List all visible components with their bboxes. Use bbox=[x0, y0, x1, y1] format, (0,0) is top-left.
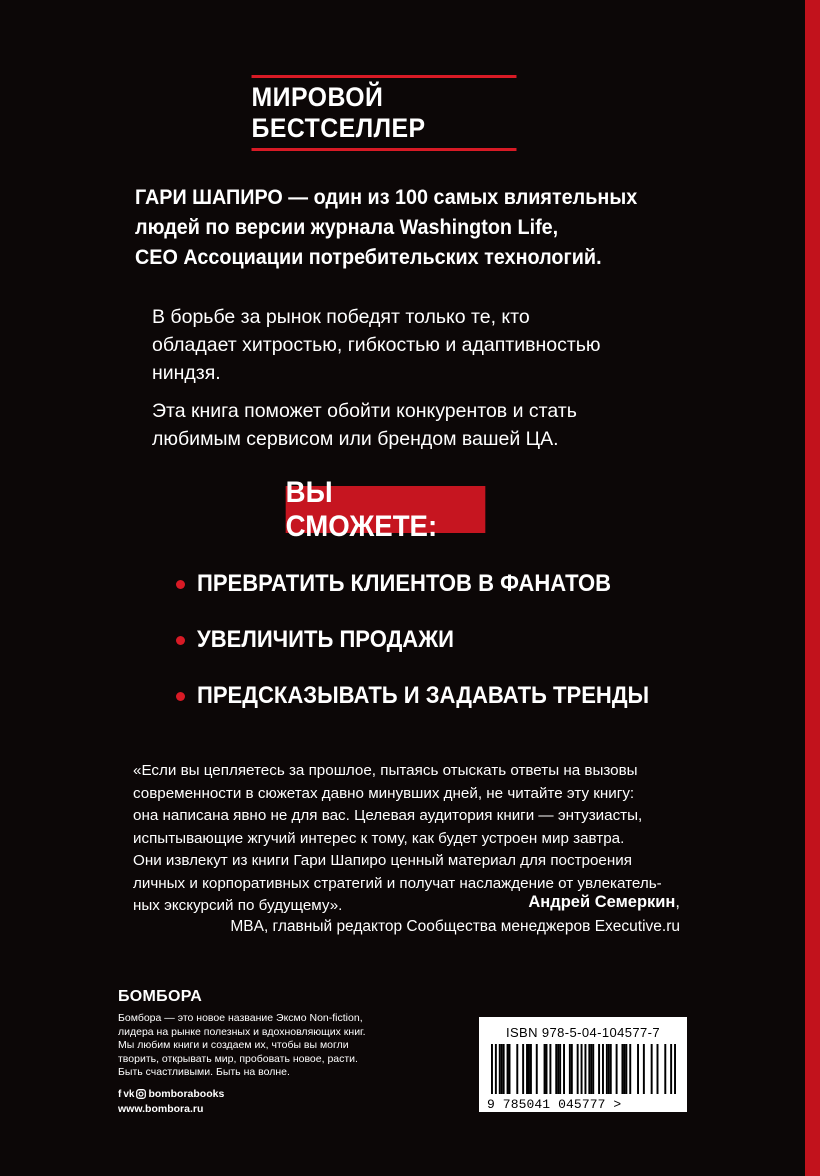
facebook-icon: f bbox=[118, 1088, 122, 1100]
intro-paragraph bbox=[152, 397, 712, 453]
barcode-bar bbox=[651, 1044, 653, 1094]
barcode-bar bbox=[602, 1044, 604, 1094]
publisher-description-line: Мы любим книги и создаем их, чтобы вы могли bbox=[118, 1039, 349, 1051]
author-bio-line: ГАРИ ШАПИРО — один из 100 самых влиятельных bbox=[135, 185, 638, 209]
benefit-item bbox=[176, 668, 736, 724]
isbn-barcode bbox=[479, 1017, 687, 1112]
benefit-item bbox=[176, 556, 736, 612]
quote-author-role: MBA, главный редактор Сообщества менеджеров Executive.ru bbox=[230, 918, 680, 935]
bullet-icon bbox=[176, 580, 185, 589]
quote-line: она написана явно не для вас. Целевая аудитория книги — энтузиасты, bbox=[133, 807, 643, 824]
barcode-bar bbox=[522, 1044, 524, 1094]
intro-paragraph bbox=[152, 303, 712, 387]
intro-line: любимым сервисом или брендом вашей ЦА. bbox=[152, 428, 559, 450]
barcode-bar bbox=[581, 1044, 583, 1094]
barcode-bar bbox=[606, 1044, 608, 1094]
barcode-bar bbox=[563, 1044, 565, 1094]
barcode-bar bbox=[608, 1044, 610, 1094]
barcode-bar bbox=[598, 1044, 600, 1094]
barcode-bar bbox=[569, 1044, 571, 1094]
intro-line: ниндзя. bbox=[152, 362, 221, 384]
intro-line: обладает хитростью, гибкостью и адаптивностью bbox=[152, 334, 601, 356]
barcode-bar bbox=[674, 1044, 676, 1094]
you-can-banner bbox=[285, 475, 486, 543]
social-handle: bomborabooks bbox=[148, 1088, 225, 1100]
barcode-bar bbox=[555, 1044, 557, 1094]
barcode-bar bbox=[629, 1044, 631, 1094]
barcode-bar bbox=[536, 1044, 538, 1094]
quote-author-comma: , bbox=[675, 893, 680, 911]
isbn-number: ISBN 978-5-04-104577-7 bbox=[505, 1025, 661, 1040]
bullet-icon bbox=[176, 692, 185, 701]
barcode-bar bbox=[549, 1044, 551, 1094]
author-bio-line: CEO Ассоциации потребительских технологий. bbox=[135, 245, 602, 269]
intro-line: В борьбе за рынок победят только те, кто bbox=[152, 306, 530, 328]
quote-line: личных и корпоративных стратегий и получат наслаждение от увлекатель- bbox=[133, 874, 662, 892]
barcode-bar bbox=[526, 1044, 528, 1094]
barcode-bar bbox=[592, 1044, 594, 1094]
quote-line: испытывающие жгучий интерес к тому, как будет устроен мир завтра. bbox=[133, 829, 625, 847]
barcode-bar bbox=[530, 1044, 532, 1094]
bestseller-banner bbox=[252, 75, 517, 151]
barcode-bar bbox=[557, 1044, 559, 1094]
barcode-bar bbox=[559, 1044, 561, 1094]
publisher-description-line: Быть счастливыми. Быть на волне. bbox=[118, 1066, 290, 1078]
quote-line: современности в сюжетах давно минувших дней, не читайте эту книгу: bbox=[133, 784, 635, 802]
author-bio bbox=[135, 182, 650, 272]
barcode-bar bbox=[610, 1044, 612, 1094]
barcode-bar bbox=[528, 1044, 530, 1094]
barcode-bar bbox=[507, 1044, 509, 1094]
barcode-bar bbox=[657, 1044, 659, 1094]
barcode-bar bbox=[503, 1044, 505, 1094]
vk-icon: vk bbox=[123, 1088, 135, 1100]
benefit-text: УВЕЛИЧИТЬ ПРОДАЖИ bbox=[197, 626, 454, 653]
barcode-bar bbox=[516, 1044, 518, 1094]
barcode-bar bbox=[621, 1044, 623, 1094]
benefits-list bbox=[176, 556, 736, 724]
barcode-bar bbox=[616, 1044, 618, 1094]
publisher-description bbox=[118, 1012, 418, 1080]
barcode-bar bbox=[546, 1044, 548, 1094]
intro-line: Эта книга поможет обойти конкурентов и стать bbox=[152, 400, 577, 422]
barcode-bar bbox=[664, 1044, 666, 1094]
barcode-bar bbox=[501, 1044, 503, 1094]
barcode-bar bbox=[491, 1044, 493, 1094]
publisher-description-line: творить, открывать мир, пробовать новое, расти. bbox=[118, 1052, 358, 1065]
quote-author bbox=[528, 893, 680, 912]
publisher-description-line: лидера на рынке полезных и вдохновляющих книг. bbox=[118, 1025, 366, 1038]
benefit-text: ПРЕВРАТИТЬ КЛИЕНТОВ В ФАНАТОВ bbox=[197, 570, 612, 597]
bullet-icon bbox=[176, 636, 185, 645]
barcode-bar bbox=[577, 1044, 579, 1094]
barcode-bar bbox=[623, 1044, 625, 1094]
quote-line: ных экскурсий по будущему». bbox=[133, 897, 343, 914]
book-intro bbox=[152, 303, 712, 463]
quote-line: Они извлекут из книги Гари Шапиро ценный материал для построения bbox=[133, 852, 632, 869]
quote-author-name: Андрей Семеркин bbox=[528, 893, 676, 911]
benefit-text: ПРЕДСКАЗЫВАТЬ И ЗАДАВАТЬ ТРЕНДЫ bbox=[197, 682, 650, 709]
barcode-bar bbox=[509, 1044, 511, 1094]
barcode-bar bbox=[625, 1044, 627, 1094]
you-can-label: ВЫ СМОЖЕТЕ: bbox=[285, 475, 438, 543]
barcode-bar bbox=[670, 1044, 672, 1094]
red-spine-strip bbox=[805, 0, 820, 1176]
barcode-bar bbox=[590, 1044, 592, 1094]
quote-line: «Если вы цепляетесь за прошлое, пытаясь отыскать ответы на вызовы bbox=[133, 762, 638, 779]
barcode-bar bbox=[571, 1044, 573, 1094]
barcode-bar bbox=[544, 1044, 546, 1094]
author-bio-line: людей по версии журнала Washington Life, bbox=[135, 215, 559, 239]
publisher-logo: БОМБОРА bbox=[118, 988, 203, 1005]
barcode-bar bbox=[495, 1044, 497, 1094]
publisher-website: www.bombora.ru bbox=[118, 1103, 204, 1115]
barcode-bars bbox=[491, 1044, 676, 1094]
barcode-digits: 9 785041 045777 > bbox=[487, 1097, 622, 1112]
barcode-bar bbox=[637, 1044, 639, 1094]
barcode-bar bbox=[588, 1044, 590, 1094]
barcode-bar bbox=[643, 1044, 645, 1094]
instagram-icon bbox=[136, 1089, 146, 1099]
publisher-description-line: Бомбора — это новое название Эксмо Non-fiction, bbox=[118, 1012, 363, 1024]
bestseller-label: МИРОВОЙ БЕСТСЕЛЛЕР bbox=[251, 82, 426, 143]
benefit-item bbox=[176, 612, 736, 668]
barcode-bar bbox=[499, 1044, 501, 1094]
barcode-bar bbox=[584, 1044, 586, 1094]
social-links bbox=[118, 1088, 224, 1100]
